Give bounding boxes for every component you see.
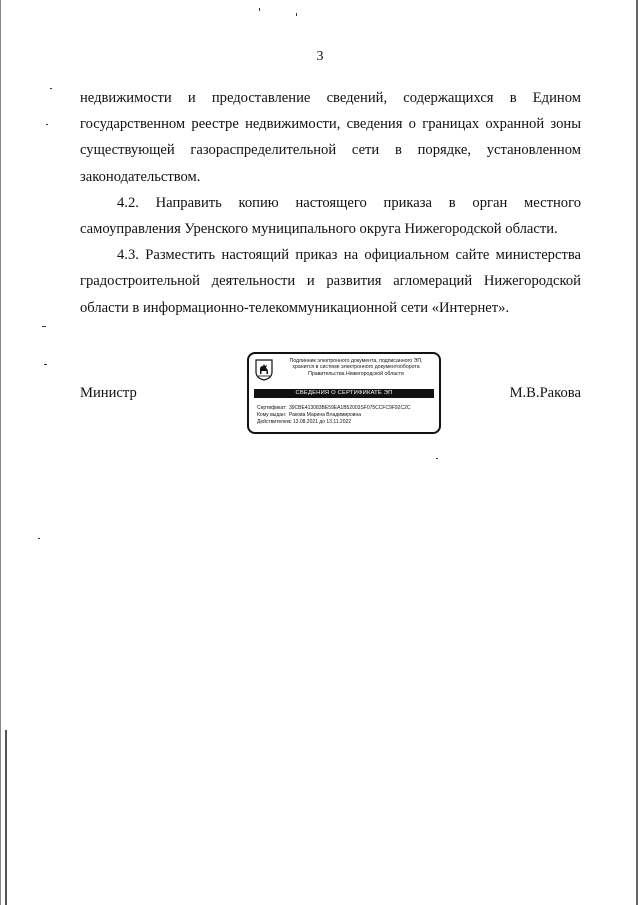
stamp-header xyxy=(277,358,435,377)
scan-border xyxy=(0,0,1,905)
electronic-signature-stamp xyxy=(247,352,441,434)
scan-artifact xyxy=(44,364,47,365)
scan-border xyxy=(636,0,638,905)
certificate-label: Сертификат: xyxy=(257,405,287,411)
stamp-certificate-row xyxy=(257,405,410,411)
stamp-header-line: хранится в системе электронного документооборота xyxy=(292,364,420,371)
certificate-value: 39CBE413083BE59EA1B52003SF075CCFC9F92C2C xyxy=(289,405,411,411)
scan-artifact xyxy=(296,13,297,16)
stamp-title: СВЕДЕНИЯ О СЕРТИФИКАТЕ ЭП xyxy=(254,389,434,398)
valid-value: с 13.08.2021 до 13.11.2022 xyxy=(289,419,352,425)
text-line: градостроительной деятельности и развития агломераций Нижегородской xyxy=(80,273,581,290)
text-line: недвижимости и предоставление сведений, содержащихся в Едином xyxy=(80,90,581,106)
signatory-name: М.В.Ракова xyxy=(509,385,581,401)
text-line: государственном реестре недвижимости, сведения о границах охранной зоны xyxy=(80,116,581,133)
scan-artifact xyxy=(42,326,46,327)
valid-label: Действителен: xyxy=(257,419,291,425)
text-line: 4.3. Разместить настоящий приказ на официальном сайте министерства xyxy=(117,247,581,264)
scan-artifact xyxy=(259,8,260,11)
coat-of-arms-icon xyxy=(255,359,273,381)
paragraph-4-2 xyxy=(80,190,581,242)
text-line: законодательством. xyxy=(80,168,201,185)
paragraph-registry xyxy=(80,85,581,190)
scan-border xyxy=(5,730,7,905)
page-number: 3 xyxy=(316,49,324,64)
scan-artifact xyxy=(436,458,438,459)
text-line: самоуправления Уренского муниципального округа Нижегородской области. xyxy=(80,221,558,238)
text-line: области в информационно-телекоммуникационной сети «Интернет». xyxy=(80,299,510,316)
stamp-issued-row xyxy=(257,412,361,418)
scan-artifact xyxy=(46,124,48,125)
scan-artifact xyxy=(50,88,52,89)
signatory-position: Министр xyxy=(80,385,137,401)
stamp-header-line: Правительства Нижегородской области xyxy=(308,370,404,377)
body-text xyxy=(80,85,581,321)
text-line: существующей газораспределительной сети в порядке, установленном xyxy=(80,142,581,159)
issued-to-label: Кому выдан: xyxy=(257,412,287,418)
issued-to-value: Ракова Марина Владимировна xyxy=(289,412,361,418)
text-line: 4.2. Направить копию настоящего приказа в орган местного xyxy=(117,194,581,211)
stamp-valid-row xyxy=(257,419,351,425)
paragraph-4-3 xyxy=(80,242,581,321)
stamp-header-line: Подлинник электронного документа, подписанного ЭП, xyxy=(289,358,423,364)
scan-artifact xyxy=(38,538,40,539)
